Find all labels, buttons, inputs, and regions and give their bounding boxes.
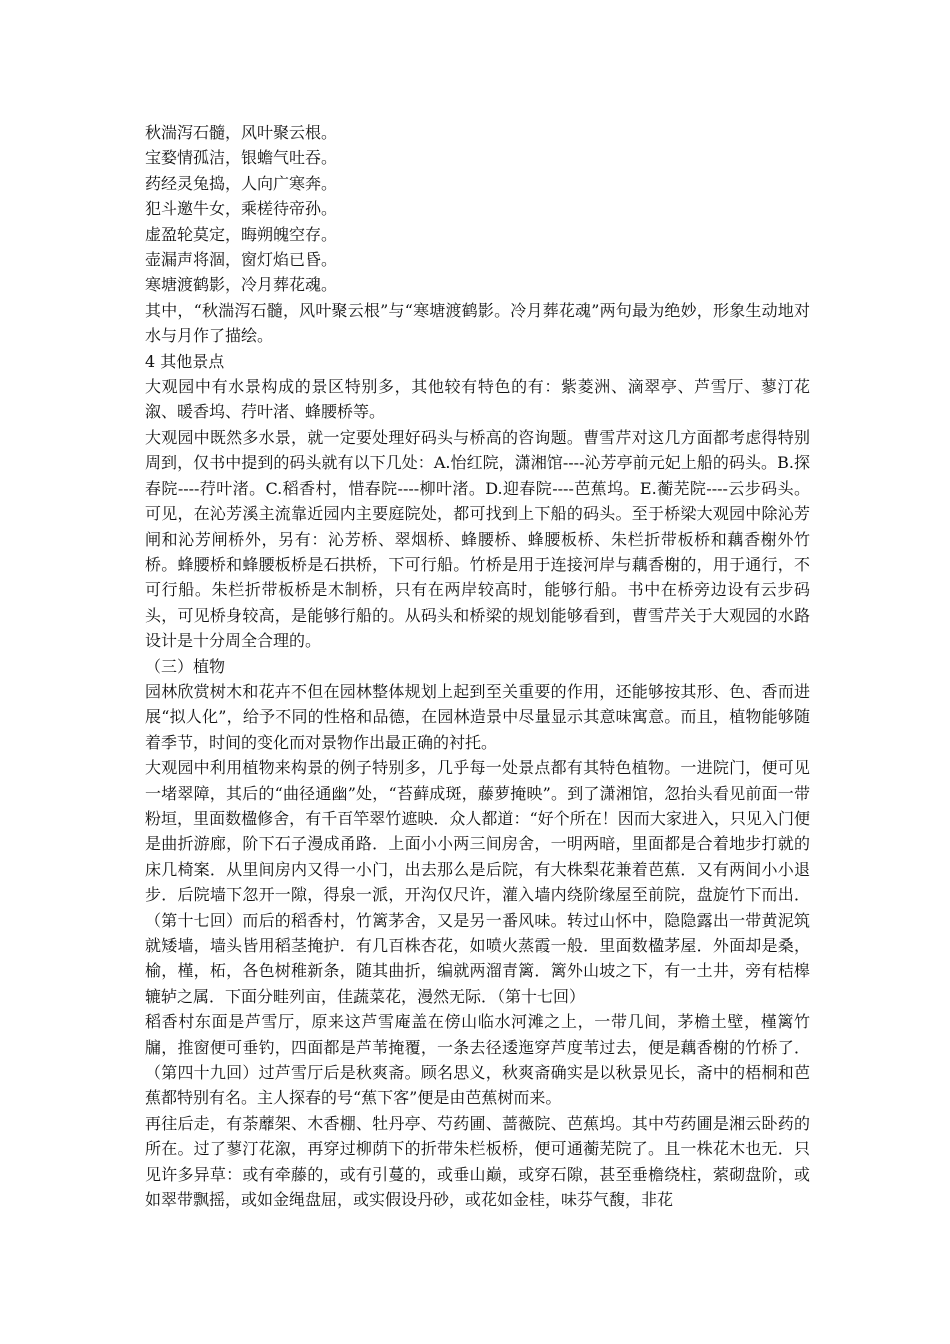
paragraph-plants-examples: 大观园中利用植物来构景的例子特别多，几乎每一处景点都有其特色植物。一进院门，便可见一堵翠障，其后的“曲径通幽”处，“苔藓成斑，藤萝掩映”。到了潇湘馆，忽抬头看见前面一带粉垣，里面数楹修舍，有千百竿翠竹遮映．众人都道：“好个所在！因而大家进入，只见入门便是曲折游廊，阶下石子漫成甬路．上面小小两三间房舍，一明两暗，里面都是合着地步打就的床几椅案．从里间房内又得一小门，出去那么是后院，有大株梨花兼着芭蕉．又有两间小小退步．后院墙下忽开一隙，得泉一派，开沟仅尺许，灌入墙内绕阶缘屋至前院，盘旋竹下而出．（第十七回）而后的稻香村，竹篱茅舍，又是另一番风味。转过山怀中，隐隐露出一带黄泥筑就矮墙，墙头皆用稻茎掩护．有几百株杏花，如喷火蒸霞一般．里面数楹茅屋．外面却是桑，榆，槿，柘，各色树稚新条，随其曲折，编就两溜青篱．篱外山坡之下，有一土井，旁有桔槔辘轳之属．下面分畦列亩，佳蔬菜花，漫然无际．（第十七回） — [145, 758, 810, 1006]
poem-line: 犯斗邀牛女，乘槎待帝孙。 — [145, 199, 338, 219]
paragraph-poem-comment: 其中，“秋湍泻石髓，风叶聚云根”与“寒塘渡鹤影。冷月葬花魂”两句最为绝妙，形象生动地对水与月作了描绘。 — [145, 300, 810, 346]
paragraph-water-scenes: 大观园中有水景构成的景区特别多，其他较有特色的有：紫菱洲、滴翠亭、芦雪厅、蓼汀花溆、暖香坞、荇叶渚、蜂腰桥等。 — [145, 377, 810, 422]
paragraph-luxue-hall: 稻香村东面是芦雪厅，原来这芦雪庵盖在傍山临水河滩之上，一带几间，茅檐土壁，槿篱竹牖，推窗便可垂钓，四面都是芦苇掩覆，一条去径逶迤穿芦度苇过去，便是藕香榭的竹桥了．（第四十九回）过芦雪厅后是秋爽斋。顾名思义，秋爽斋确实是以秋景见长，斋中的梧桐和芭蕉都特别有名。主人探春的号“蕉下客”便是由芭蕉树而来。 — [145, 1012, 810, 1108]
paragraph-further-garden: 再往后走，有荼蘼架、木香棚、牡丹亭、芍药圃、蔷薇院、芭蕉坞。其中芍药圃是湘云卧药的所在。过了蓼汀花溆，再穿过柳荫下的折带朱栏板桥，便可通蘅芜院了。且一株花木也无．只见许多异草：或有牵藤的，或有引蔓的，或垂山巅，或穿石隙，甚至垂檐绕柱，萦砌盘阶，或如翠带飘摇，或如金绳盘屈，或实假设丹砂，或花如金桂，味芬气馥，非花 — [145, 1113, 810, 1210]
poem-line: 药经灵兔捣，人向广寒奔。 — [145, 173, 338, 193]
poem-line: 秋湍泻石髓，风叶聚云根。 — [145, 123, 338, 142]
section-heading-plants: （三）植物 — [145, 656, 226, 676]
poem-line: 寒塘渡鹤影，冷月葬花魂。 — [145, 275, 338, 295]
document-body — [145, 120, 810, 1212]
paragraph-plants-intro: 园林欣赏树木和花卉不但在园林整体规划上起到至关重要的作用，还能够按其形、色、香而进展“拟人化”，给予不同的性格和品德，在园林造景中尽量显示其意味寓意。而且，植物能够随着季节，时间的变化而对景物作出最正确的衬托。 — [145, 681, 810, 752]
poem-line: 宝婺情孤洁，银蟾气吐吞。 — [145, 148, 338, 168]
section-heading-other-scenes: 4 其他景点 — [145, 351, 225, 371]
poem-line: 虚盈轮莫定，晦朔魄空存。 — [145, 224, 338, 244]
poem-line: 壶漏声将涸，窗灯焰已昏。 — [145, 250, 338, 270]
paragraph-docks-bridges: 大观园中既然多水景，就一定要处理好码头与桥高的咨询题。曹雪芹对这几方面都考虑得特别周到，仅书中提到的码头就有以下几处：A.怡红院，潇湘馆----沁芳亭前元妃上船的码头。B.探春院----荇叶渚。C.稻香村，惜春院----柳叶渚。D.迎春院----芭蕉坞。E.蘅芜院----云步码头。可见，在沁芳溪主流靠近园内主要庭院处，都可找到上下船的码头。至于桥梁大观园中除沁芳闸和沁芳闸桥外，另有：沁芳桥、翠烟桥、蜂腰桥、蜂腰板桥、朱栏折带板桥和藕香榭外竹桥。蜂腰桥和蜂腰板桥是石拱桥，下可行船。竹桥是用于连接河岸与藕香榭的，用于通行，不可行船。朱栏折带板桥是木制桥，只有在两岸较高时，能够行船。书中在桥旁边设有云步码头，可见桥身较高，是能够行船的。从码头和桥梁的规划能够看到，曹雪芹关于大观园的水路设计是十分周全合理的。 — [145, 427, 810, 651]
